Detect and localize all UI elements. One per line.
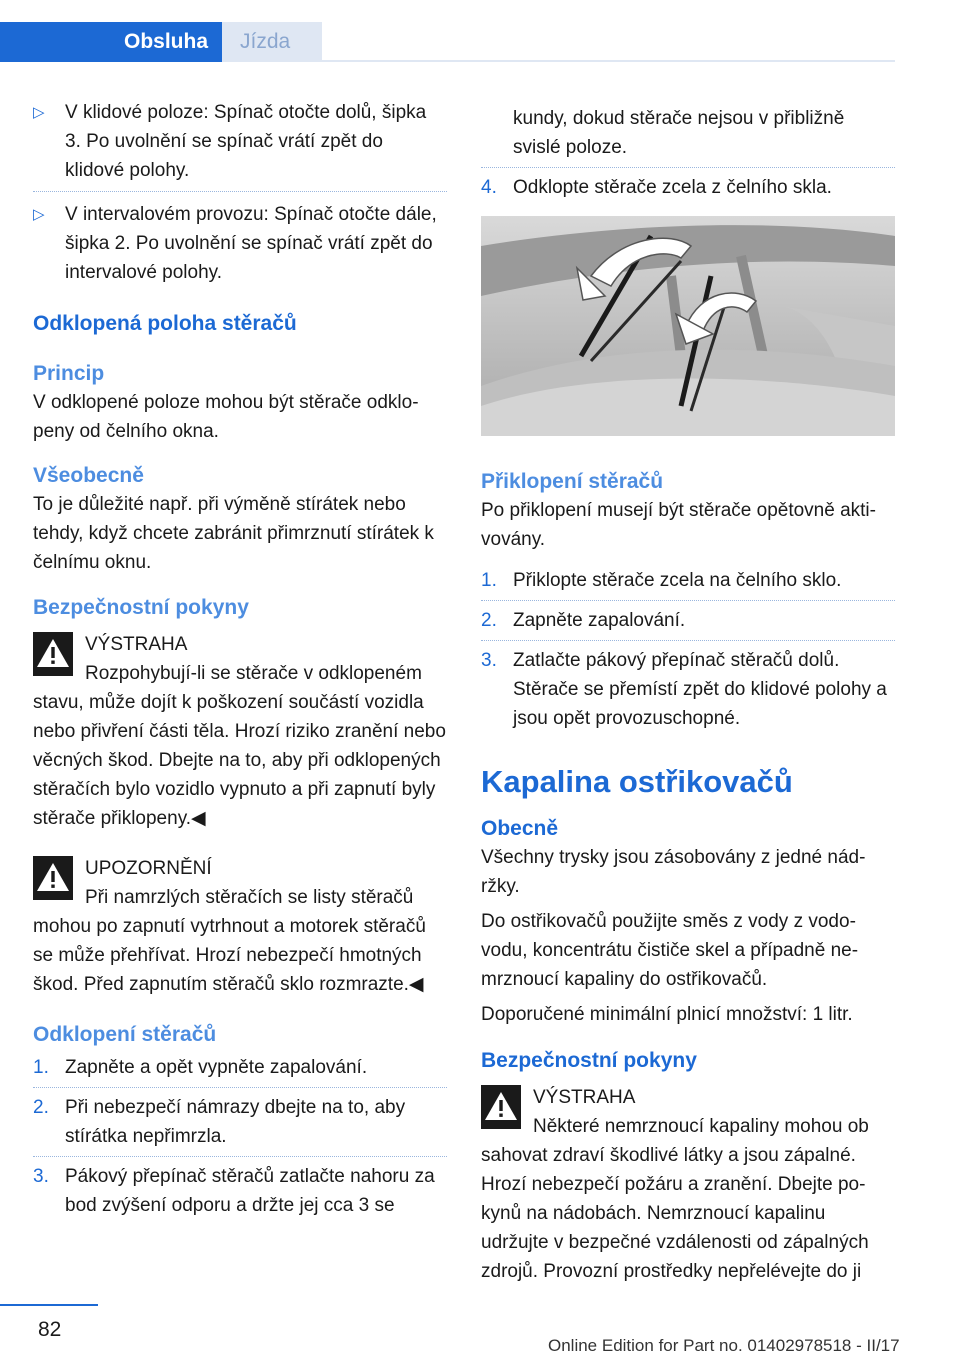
right-column xyxy=(481,104,895,1286)
edition-note: Online Edition for Part no. 01402978518 - II/17 xyxy=(548,1336,900,1355)
warning-text: stavu, může dojít k poškození součástí vozidla nebo přivření části těla. Hrozí riziko zranění nebo věcných škod. Dbejte na to, aby při odklopených stěračích bylo vozidlo vypnuto a při zapnutí byly stěrače přiklopeny.◀ xyxy=(33,692,446,829)
warning-triangle-icon xyxy=(481,1085,521,1129)
warning-box xyxy=(481,1083,895,1286)
priklopeni-text: Po přiklopení musejí být stěrače opětovně aktivovány. xyxy=(481,500,876,550)
bullet-text: V klidové poloze: Spínač otočte dolů, šipka 3. Po uvolnění se spínač vrátí zpět do klidové polohy. xyxy=(65,102,427,181)
notice-label: UPOZORNĚNÍ xyxy=(85,858,212,879)
step-number: 3. xyxy=(33,1166,49,1187)
step-text: Při nebezpečí námrazy dbejte na to, aby stírátka nepřimrzla. xyxy=(65,1097,406,1147)
notice-text-first: Při namrzlých stěračích se listy stěračů xyxy=(85,887,414,908)
heading-odklopena-poloha: Odklopená poloha stěračů xyxy=(33,312,297,335)
wiper-illustration xyxy=(481,216,895,436)
step-text: Odklopte stěrače zcela z čelního skla. xyxy=(513,177,832,198)
divider xyxy=(33,1087,447,1088)
warning-triangle-icon xyxy=(33,856,73,900)
heading-kapalina-ostrikovacu: Kapalina ostřikovačů xyxy=(481,764,793,799)
tab-jizda[interactable]: Jízda xyxy=(222,22,322,62)
notice-text: mohou po zapnutí vytrhnout a motorek stěračů se může přehřívat. Hrozí nebezpečí hmotných škod. Před zapnutím stěračů sklo rozmrazte.◀ xyxy=(33,916,426,995)
warning-triangle-icon xyxy=(33,632,73,676)
heading-obecne: Obecně xyxy=(481,817,559,840)
warning-label: VÝSTRAHA xyxy=(85,634,188,655)
list-item xyxy=(481,606,895,635)
warning-text-first: Rozpohybují-li se stěrače v odklopeném xyxy=(85,663,422,684)
step-number: 1. xyxy=(33,1057,49,1078)
step-number: 1. xyxy=(481,570,497,591)
windshield-wiper-image xyxy=(481,216,895,436)
page-number: 82 xyxy=(38,1318,62,1341)
heading-bezpecnostni-pokyny: Bezpečnostní pokyny xyxy=(481,1049,697,1072)
list-item xyxy=(481,566,895,595)
list-item xyxy=(481,646,895,733)
divider xyxy=(33,191,447,193)
header-rule xyxy=(322,60,895,62)
warning-text: sahovat zdraví škodlivé látky a jsou zápalné. Hrozí nebezpečí požáru a zranění. Dbejte pokynů na nádobách. Nemrznoucí kapalinu udržujte v bezpečné vzdálenosti od zápalných zdrojů. Provozní prostředky nepřelévejte do ji xyxy=(481,1145,869,1282)
obecne-text: Všechny trysky jsou zásobovány z jedné nádržky. xyxy=(481,847,866,897)
step-number: 4. xyxy=(481,177,497,198)
heading-priklopeni-steracu: Přiklopení stěračů xyxy=(481,470,664,493)
step-number: 3. xyxy=(481,650,497,671)
step-text: Zapněte zapalování. xyxy=(513,610,686,631)
list-item xyxy=(481,173,895,202)
princip-text: V odklopené poloze mohou být stěrače odklopeny od čelního okna. xyxy=(33,392,419,442)
warning-box xyxy=(33,630,447,833)
divider xyxy=(33,1156,447,1157)
bullet-text: V intervalovém provozu: Spínač otočte dále, šipka 2. Po uvolnění se spínač vrátí zpět do intervalové polohy. xyxy=(65,204,437,283)
divider xyxy=(481,167,895,168)
heading-odklopeni-steracu: Odklopení stěračů xyxy=(33,1023,217,1046)
divider xyxy=(481,640,895,641)
list-item xyxy=(33,200,447,287)
step-text: Zapněte a opět vypněte zapalování. xyxy=(65,1057,368,1078)
triangle-bullet-icon: ▷ xyxy=(33,104,45,121)
notice-box xyxy=(33,854,447,999)
heading-bezpecnostni-pokyny: Bezpečnostní pokyny xyxy=(33,596,249,619)
left-column xyxy=(33,98,447,1220)
heading-princip: Princip xyxy=(33,362,105,385)
heading-vseobecne: Všeobecně xyxy=(33,464,144,487)
warning-text-first: Některé nemrznoucí kapaliny mohou ob xyxy=(533,1116,869,1137)
list-item xyxy=(33,1093,447,1151)
tab-obsluha[interactable]: Obsluha xyxy=(0,22,222,62)
divider xyxy=(481,600,895,601)
step-number: 2. xyxy=(33,1097,49,1118)
section-tabs xyxy=(0,22,895,62)
continued-text: kundy, dokud stěrače nejsou v přibližně svislé poloze. xyxy=(513,108,845,158)
step-text: Přiklopte stěrače zcela na čelního sklo. xyxy=(513,570,842,591)
vseobecne-text: To je důležité např. při výměně stírátek nebo tehdy, když chcete zabránit přimrznutí stírátek k čelnímu oknu. xyxy=(33,494,434,573)
step-text: Pákový přepínač stěračů zatlačte nahoru za bod zvýšení odporu a držte jej cca 3 se xyxy=(65,1166,435,1216)
list-item xyxy=(33,98,447,185)
warning-label: VÝSTRAHA xyxy=(533,1087,636,1108)
step-number: 2. xyxy=(481,610,497,631)
step-text: Zatlačte pákový přepínač stěračů dolů. Stěrače se přemístí zpět do klidové polohy a jsou opět provozuschopné. xyxy=(513,650,887,729)
list-item xyxy=(33,1162,447,1220)
list-item xyxy=(33,1053,447,1082)
triangle-bullet-icon: ▷ xyxy=(33,206,45,223)
footer-rule xyxy=(0,1304,98,1306)
minimum-text: Doporučené minimální plnicí množství: 1 litr. xyxy=(481,1004,853,1025)
mix-text: Do ostřikovačů použijte směs z vody z vodovodu, koncentrátu čističe skel a případně nemrznoucí kapaliny do ostřikovačů. xyxy=(481,911,859,990)
